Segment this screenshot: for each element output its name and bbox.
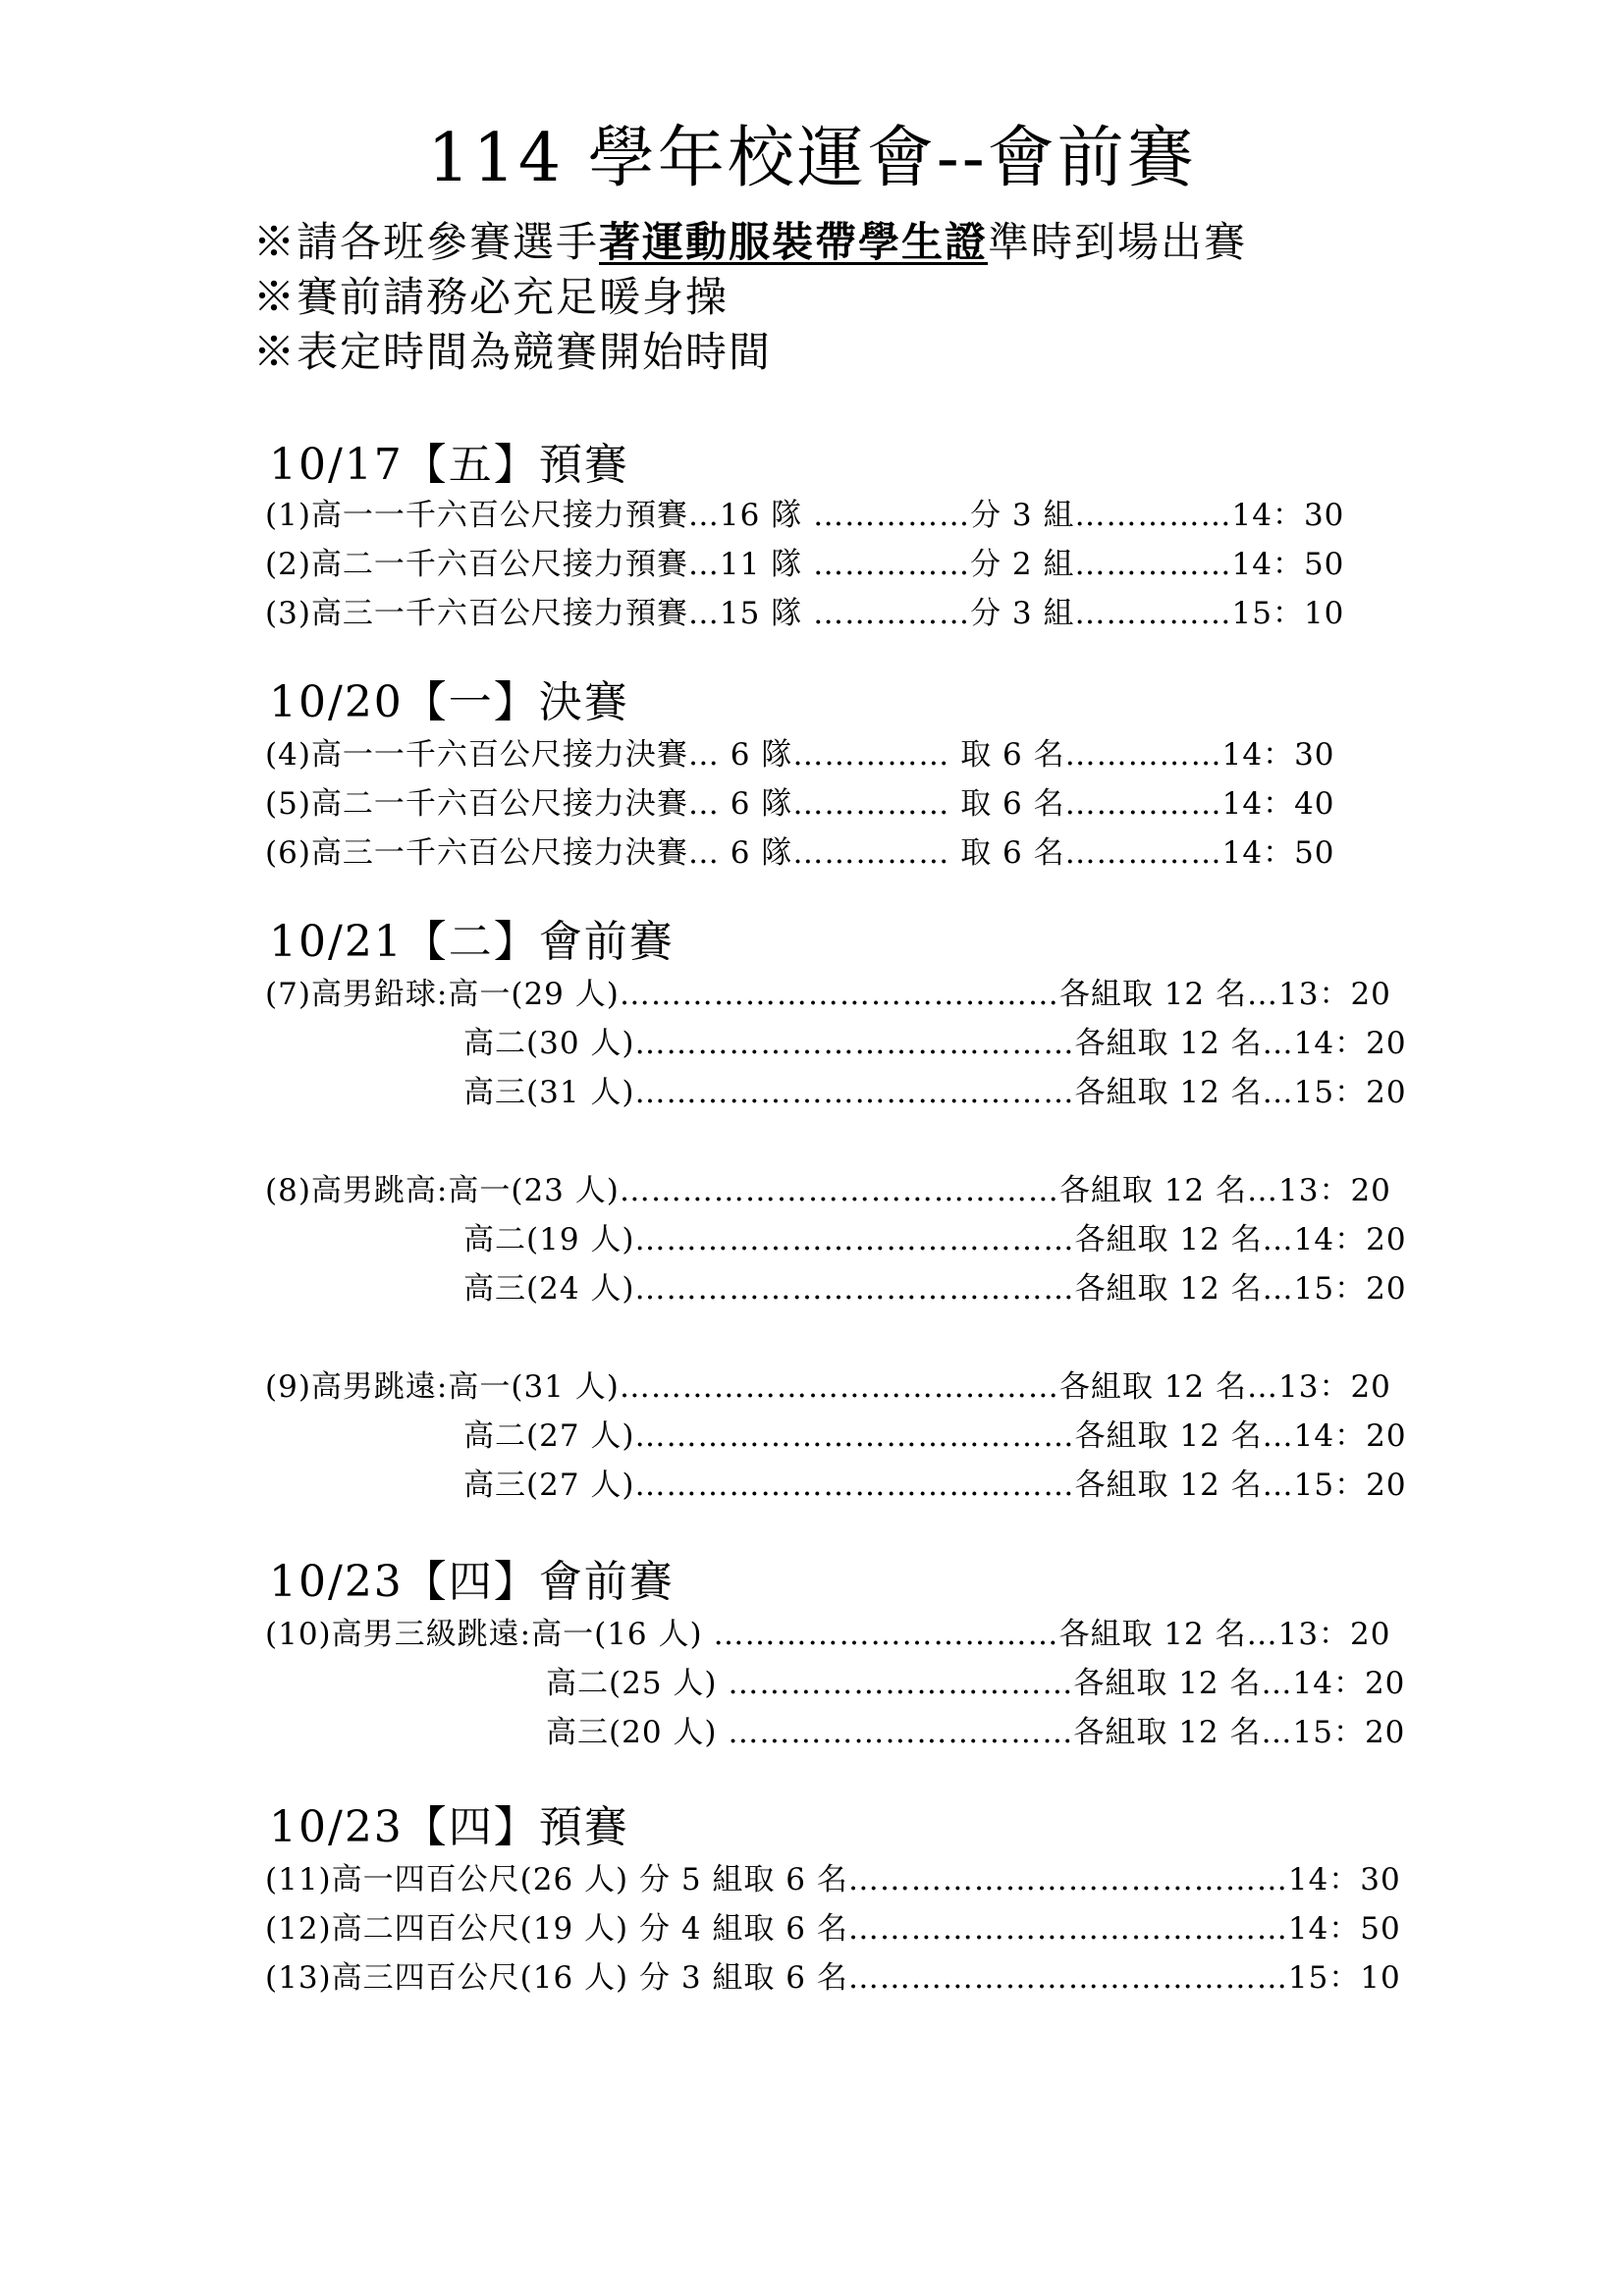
leader-dots: ……………	[792, 786, 950, 822]
event-detail: 各組取 12 名…	[1073, 1666, 1293, 1701]
leader-dots: ……………	[1064, 737, 1222, 773]
event-time: 14：30	[1287, 1862, 1401, 1897]
grade-count: 高二(30 人)	[463, 1026, 635, 1061]
event-detail: 取 6 名	[960, 786, 1065, 822]
schedule-row	[463, 1418, 1407, 1454]
leader-dots: ……………	[792, 835, 950, 871]
section-heading: 10/20【一】決賽	[269, 677, 629, 727]
grade-count: 高一(31 人)	[448, 1369, 620, 1405]
leader-dots: ……………………………………	[634, 1468, 1075, 1503]
note-attire-post: 準時到場出賽	[988, 218, 1248, 266]
event-detail: 分 3 組	[970, 596, 1075, 631]
note-attire	[253, 218, 1248, 266]
grade-count: 高三(31 人)	[463, 1075, 635, 1110]
event-time: 14：20	[1293, 1418, 1407, 1454]
schedule-row	[265, 1911, 1401, 1947]
grade-count: 高一(16 人)	[531, 1617, 703, 1652]
schedule-row	[265, 737, 1335, 773]
event-time: 14：50	[1231, 547, 1345, 582]
event-label: (10)高男三級跳遠:	[265, 1617, 532, 1652]
event-time: 13：20	[1277, 1617, 1391, 1652]
grade-count: 高三(24 人)	[463, 1271, 635, 1307]
leader-dots: ……………………………………	[847, 1862, 1288, 1897]
event-name: (13)高三四百公尺(16 人) 分 3 組取 6 名	[265, 1960, 848, 1996]
schedule-row	[463, 1271, 1407, 1307]
schedule-row	[546, 1666, 1406, 1701]
document-title: 114 學年校運會--會前賽	[427, 120, 1197, 197]
leader-dots: ……………………………………	[847, 1960, 1288, 1996]
grade-count: 高三(20 人)	[546, 1715, 718, 1750]
event-name: (3)高三一千六百公尺接力預賽…15 隊	[265, 596, 803, 631]
schedule-row	[265, 498, 1345, 533]
event-time: 13：20	[1278, 1369, 1391, 1405]
event-time: 14：30	[1231, 498, 1345, 533]
leader-dots: ……………………………	[728, 1715, 1074, 1750]
event-name: (1)高一一千六百公尺接力預賽…16 隊	[265, 498, 803, 533]
schedule-row	[463, 1075, 1407, 1110]
event-detail: 各組取 12 名…	[1074, 1075, 1294, 1110]
event-time: 14：30	[1221, 737, 1335, 773]
event-name: (5)高二一千六百公尺接力決賽… 6 隊	[265, 786, 793, 822]
event-detail: 各組取 12 名…	[1073, 1715, 1293, 1750]
event-detail: 分 2 組	[970, 547, 1075, 582]
leader-dots: ……………………………………	[634, 1075, 1075, 1110]
event-detail: 各組取 12 名…	[1074, 1418, 1294, 1454]
section-heading: 10/21【二】會前賽	[269, 917, 675, 967]
leader-dots: ……………………………………	[619, 977, 1059, 1012]
note-attire-pre: ※請各班參賽選手	[253, 218, 600, 266]
schedule-row	[265, 835, 1335, 871]
grade-count: 高一(23 人)	[448, 1173, 620, 1208]
event-time: 15：20	[1293, 1271, 1407, 1307]
section-heading: 10/17【五】預賽	[269, 440, 629, 490]
grade-count: 高二(27 人)	[463, 1418, 635, 1454]
event-name: (4)高一一千六百公尺接力決賽… 6 隊	[265, 737, 793, 773]
leader-dots: ……………	[813, 547, 971, 582]
event-detail: 各組取 12 名…	[1058, 1617, 1278, 1652]
leader-dots: ……………………………………	[634, 1026, 1075, 1061]
schedule-row	[265, 1173, 1391, 1208]
leader-dots: ……………	[1074, 547, 1232, 582]
event-detail: 各組取 12 名…	[1074, 1026, 1294, 1061]
schedule-row	[265, 1862, 1401, 1897]
schedule-row	[265, 1617, 1391, 1652]
schedule-row	[265, 1960, 1401, 1996]
leader-dots: ……………	[1074, 498, 1232, 533]
event-detail: 取 6 名	[960, 737, 1065, 773]
event-name: (6)高三一千六百公尺接力決賽… 6 隊	[265, 835, 793, 871]
event-time: 14：20	[1293, 1026, 1407, 1061]
event-time: 15：20	[1292, 1715, 1406, 1750]
event-time: 15：20	[1293, 1468, 1407, 1503]
event-time: 15：20	[1293, 1075, 1407, 1110]
schedule-row	[265, 1369, 1391, 1405]
event-detail: 各組取 12 名…	[1058, 977, 1279, 1012]
event-name: (11)高一四百公尺(26 人) 分 5 組取 6 名	[265, 1862, 848, 1897]
schedule-row	[265, 786, 1335, 822]
leader-dots: ……………	[813, 498, 971, 533]
event-time: 13：20	[1278, 977, 1391, 1012]
event-time: 14：50	[1221, 835, 1335, 871]
schedule-row	[265, 977, 1391, 1012]
event-time: 15：10	[1231, 596, 1345, 631]
grade-count: 高三(27 人)	[463, 1468, 635, 1503]
schedule-row	[463, 1026, 1407, 1061]
event-detail: 取 6 名	[960, 835, 1065, 871]
leader-dots: ……………	[792, 737, 950, 773]
note-time: ※表定時間為競賽開始時間	[253, 328, 773, 376]
event-name: (12)高二四百公尺(19 人) 分 4 組取 6 名	[265, 1911, 848, 1947]
event-label: (7)高男鉛球:	[265, 977, 449, 1012]
event-label: (9)高男跳遠:	[265, 1369, 449, 1405]
schedule-row	[546, 1715, 1406, 1750]
section-heading: 10/23【四】預賽	[269, 1802, 629, 1852]
leader-dots: ……………………………………	[619, 1173, 1059, 1208]
leader-dots: ……………………………	[728, 1666, 1074, 1701]
event-name: (2)高二一千六百公尺接力預賽…11 隊	[265, 547, 803, 582]
event-label: (8)高男跳高:	[265, 1173, 449, 1208]
leader-dots: ……………………………	[713, 1617, 1059, 1652]
event-detail: 各組取 12 名…	[1074, 1468, 1294, 1503]
event-time: 15：10	[1287, 1960, 1401, 1996]
event-time: 13：20	[1278, 1173, 1391, 1208]
leader-dots: ……………	[1064, 835, 1222, 871]
event-time: 14：20	[1293, 1222, 1407, 1257]
leader-dots: ……………………………………	[634, 1222, 1075, 1257]
section-heading: 10/23【四】會前賽	[269, 1557, 675, 1607]
event-detail: 各組取 12 名…	[1074, 1271, 1294, 1307]
leader-dots: ……………………………………	[847, 1911, 1288, 1947]
schedule-row	[265, 596, 1345, 631]
leader-dots: ……………	[1064, 786, 1222, 822]
grade-count: 高二(19 人)	[463, 1222, 635, 1257]
schedule-row	[463, 1470, 1407, 1501]
event-time: 14：20	[1292, 1666, 1406, 1701]
leader-dots: ……………………………………	[619, 1369, 1059, 1405]
grade-count: 高二(25 人)	[546, 1666, 718, 1701]
schedule-row	[265, 547, 1345, 582]
event-time: 14：50	[1287, 1911, 1401, 1947]
event-detail: 分 3 組	[970, 498, 1075, 533]
event-time: 14：40	[1221, 786, 1335, 822]
leader-dots: ……………………………………	[634, 1271, 1075, 1307]
leader-dots: ……………………………………	[634, 1418, 1075, 1454]
leader-dots: ……………	[1074, 596, 1232, 631]
note-warmup: ※賽前請務必充足暖身操	[253, 273, 730, 321]
note-attire-highlight: 著運動服裝帶學生證	[599, 218, 989, 266]
event-detail: 各組取 12 名…	[1058, 1173, 1279, 1208]
event-detail: 各組取 12 名…	[1074, 1222, 1294, 1257]
event-detail: 各組取 12 名…	[1058, 1369, 1279, 1405]
grade-count: 高一(29 人)	[448, 977, 620, 1012]
schedule-row	[463, 1222, 1407, 1257]
leader-dots: ……………	[813, 596, 971, 631]
